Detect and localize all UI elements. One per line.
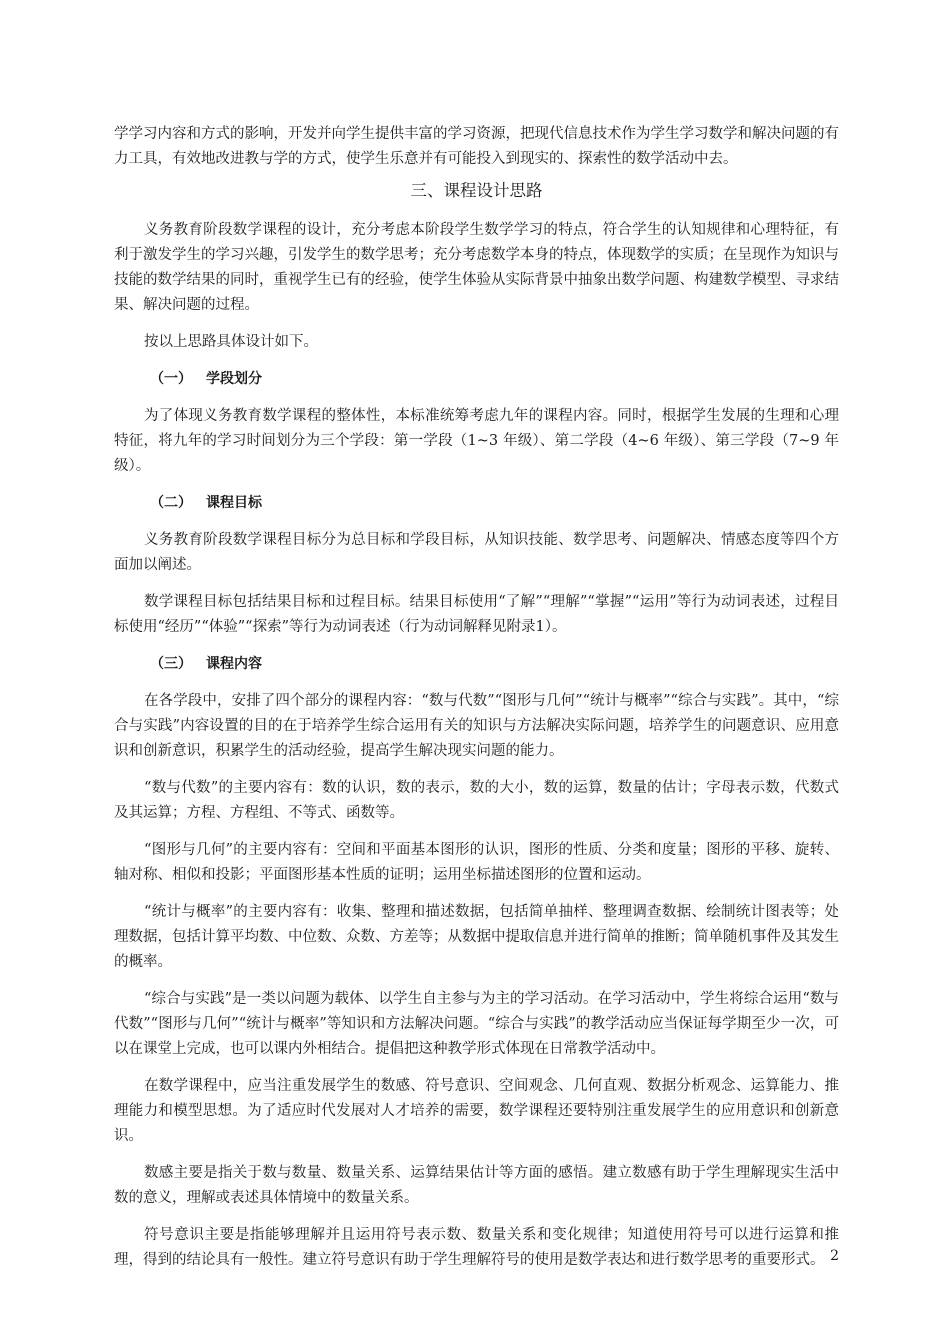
paragraph-content-2: “数与代数”的主要内容有：数的认识，数的表示，数的大小，数的运算，数量的估计；字母表示数，代数式及其运算；方程、方程组、不等式、函数等。	[114, 780, 839, 821]
paragraph-stages: 为了体现义务教育数学课程的整体性，本标准统筹考虑九年的课程内容。同时，根据学生发展的生理和心理特征，将九年的学习时间划分为三个学段：第一学段（1~3 年级）、第二学段（4~6 年级）、第三学段（7~9 年级）。	[114, 408, 839, 474]
page-content	[114, 122, 839, 1273]
intro-paragraph: 学学习内容和方式的影响，开发并向学生提供丰富的学习资源，把现代信息技术作为学生学习数学和解决问题的有力工具，有效地改进教与学的方式，使学生乐意并有可能投入到现实的、探索性的数学活动中去。	[114, 126, 839, 167]
paragraph-content-7: 数感主要是指关于数与数量、数量关系、运算结果估计等方面的感悟。建立数感有助于学生理解现实生活中数的意义，理解或表述具体情境中的数量关系。	[114, 1165, 839, 1206]
subheading-content	[114, 652, 839, 677]
subheading-label: （一）	[150, 371, 192, 387]
paragraph-follow: 按以上思路具体设计如下。	[144, 334, 318, 350]
paragraph-content-6: 在数学课程中，应当注重发展学生的数感、符号意识、空间观念、几何直观、数据分析观念、运算能力、推理能力和模型思想。为了适应时代发展对人才培养的需要，数学课程还要特别注重发展学生的应用意识和创新意识。	[114, 1078, 839, 1144]
paragraph-content-8: 符号意识主要是指能够理解并且运用符号表示数、数量关系和变化规律；知道使用符号可以进行运算和推理，得到的结论具有一般性。建立符号意识有助于学生理解符号的使用是数学表达和进行数学思考的重要形式。	[114, 1227, 839, 1268]
paragraph-design: 义务教育阶段数学课程的设计，充分考虑本阶段学生数学学习的特点，符合学生的认知规律和心理特征，有利于激发学生的学习兴趣，引发学生的数学思考；充分考虑数学本身的特点，体现数学的实质；在呈现作为知识与技能的数学结果的同时，重视学生已有的经验，使学生体验从实际背景中抽象出数学问题、构建数学模型、寻求结果、解决问题的过程。	[114, 222, 839, 313]
subheading-title: 课程内容	[206, 656, 262, 672]
subheading-stages	[114, 367, 839, 392]
page-number: 2	[830, 1248, 839, 1264]
subheading-title: 课程目标	[206, 495, 262, 511]
paragraph-content-1: 在各学段中，安排了四个部分的课程内容：“数与代数”“图形与几何”“统计与概率”“综合与实践”。其中，“综合与实践”内容设置的目的在于培养学生综合运用有关的知识与方法解决实际问题，培养学生的问题意识、应用意识和创新意识，积累学生的活动经验，提高学生解决现实问题的能力。	[114, 693, 839, 759]
subheading-label: （三）	[150, 656, 192, 672]
paragraph-content-4: “统计与概率”的主要内容有：收集、整理和描述数据，包括简单抽样、整理调查数据、绘制统计图表等；处理数据，包括计算平均数、中位数、众数、方差等；从数据中提取信息并进行简单的推断；简单随机事件及其发生的概率。	[114, 904, 839, 970]
paragraph-goals-1: 义务教育阶段数学课程目标分为总目标和学段目标，从知识技能、数学思考、问题解决、情感态度等四个方面加以阐述。	[114, 532, 839, 573]
subheading-label: （二）	[150, 495, 192, 511]
section-title: 三、课程设计思路	[410, 181, 543, 200]
subheading-title: 学段划分	[206, 371, 262, 387]
paragraph-goals-2: 数学课程目标包括结果目标和过程目标。结果目标使用“了解”“理解”“掌握”“运用”等行为动词表述，过程目标使用“经历”“体验”“探索”等行为动词表述（行为动词解释见附录1）。	[114, 594, 839, 635]
paragraph-content-3: “图形与几何”的主要内容有：空间和平面基本图形的认识，图形的性质、分类和度量；图形的平移、旋转、轴对称、相似和投影；平面图形基本性质的证明；运用坐标描述图形的位置和运动。	[114, 842, 839, 883]
subheading-goals	[114, 491, 839, 516]
paragraph-content-5: “综合与实践”是一类以问题为载体、以学生自主参与为主的学习活动。在学习活动中，学生将综合运用“数与代数”“图形与几何”“统计与概率”等知识和方法解决问题。“综合与实践”的教学活动应当保证每学期至少一次，可以在课堂上完成，也可以课内外相结合。提倡把这种教学形式体现在日常教学活动中。	[114, 991, 839, 1057]
